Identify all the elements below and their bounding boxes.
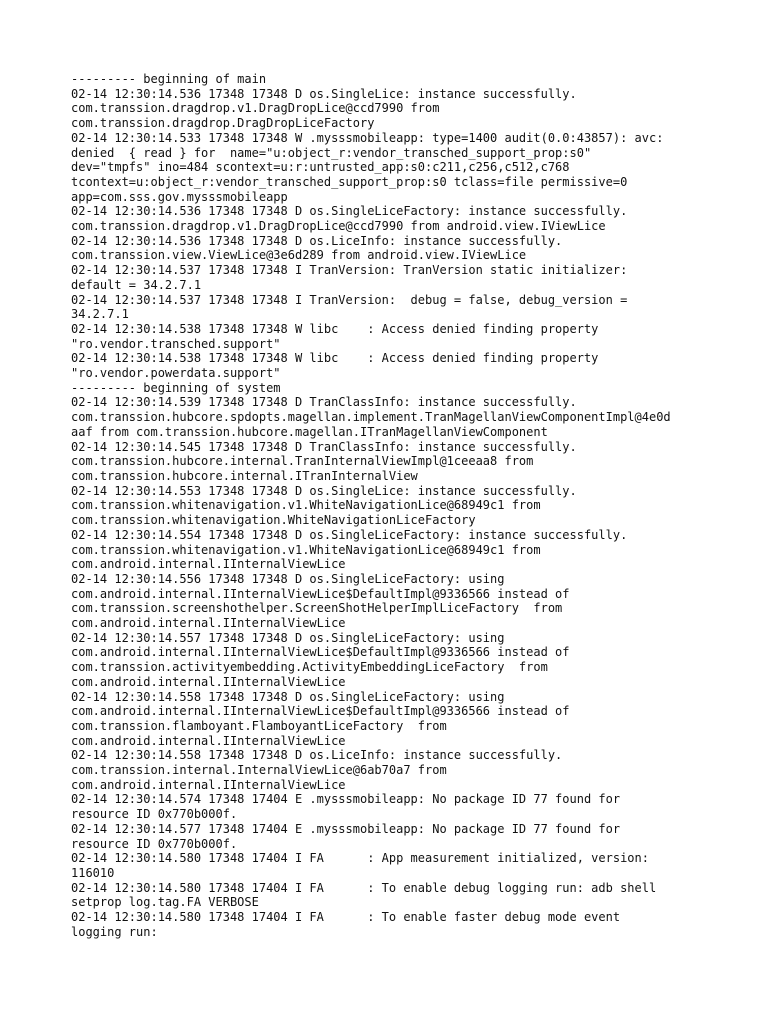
- log-line: app=com.sss.gov.mysssmobileapp: [71, 189, 288, 204]
- log-line: 02-14 12:30:14.537 17348 17348 I TranVersion: TranVersion static initializer:: [71, 263, 628, 278]
- log-line: com.transsion.dragdrop.DragDropLiceFactory: [71, 116, 375, 131]
- log-line: com.transsion.activityembedding.ActivityEmbeddingLiceFactory from: [71, 660, 548, 675]
- log-line: aaf from com.transsion.hubcore.magellan.ITranMagellanViewComponent: [71, 424, 548, 439]
- logcat-output: [71, 72, 711, 939]
- log-line: logging run:: [71, 924, 158, 939]
- log-line: 02-14 12:30:14.556 17348 17348 D os.SingleLiceFactory: using: [71, 571, 505, 586]
- log-line: 02-14 12:30:14.580 17348 17404 I FA : App measurement initialized, version:: [71, 851, 649, 866]
- log-line: 02-14 12:30:14.538 17348 17348 W libc : Access denied finding property: [71, 351, 599, 366]
- log-line: com.transsion.whitenavigation.v1.WhiteNavigationLice@68949c1 from: [71, 542, 541, 557]
- document-page: [71, 72, 711, 939]
- log-line: com.android.internal.IInternalViewLice: [71, 557, 346, 572]
- log-line: --------- beginning of system: [71, 380, 281, 395]
- log-line: 02-14 12:30:14.558 17348 17348 D os.SingleLiceFactory: using: [71, 689, 505, 704]
- log-line: com.android.internal.IInternalViewLice$DefaultImpl@9336566 instead of: [71, 586, 570, 601]
- log-line: 02-14 12:30:14.545 17348 17348 D TranClassInfo: instance successfully.: [71, 439, 577, 454]
- log-line: com.android.internal.IInternalViewLice: [71, 733, 346, 748]
- log-line: com.android.internal.IInternalViewLice: [71, 616, 346, 631]
- log-line: --------- beginning of main: [71, 72, 267, 86]
- log-line: 02-14 12:30:14.536 17348 17348 D os.SingleLiceFactory: instance successfully.: [71, 204, 628, 219]
- log-line: com.android.internal.IInternalViewLice$DefaultImpl@9336566 instead of: [71, 645, 570, 660]
- log-line: com.transsion.flamboyant.FlamboyantLiceFactory from: [71, 718, 447, 733]
- log-line: 02-14 12:30:14.554 17348 17348 D os.SingleLiceFactory: instance successfully.: [71, 527, 628, 542]
- log-line: denied { read } for name="u:object_r:vendor_transched_support_prop:s0": [71, 145, 592, 160]
- log-line: com.transsion.view.ViewLice@3e6d289 from android.view.IViewLice: [71, 248, 527, 263]
- log-line: com.transsion.hubcore.internal.ITranInternalView: [71, 468, 418, 483]
- log-line: 02-14 12:30:14.536 17348 17348 D os.SingleLice: instance successfully.: [71, 86, 577, 101]
- log-line: 02-14 12:30:14.538 17348 17348 W libc : Access denied finding property: [71, 321, 599, 336]
- log-line: 02-14 12:30:14.539 17348 17348 D TranClassInfo: instance successfully.: [71, 395, 577, 410]
- log-line: resource ID 0x770b000f.: [71, 836, 238, 851]
- log-line: com.transsion.screenshothelper.ScreenShotHelperImplLiceFactory from: [71, 601, 563, 616]
- log-line: resource ID 0x770b000f.: [71, 807, 238, 822]
- log-line: 02-14 12:30:14.574 17348 17404 E .mysssmobileapp: No package ID 77 found for: [71, 792, 621, 807]
- log-line: 02-14 12:30:14.553 17348 17348 D os.SingleLice: instance successfully.: [71, 483, 577, 498]
- log-line: 02-14 12:30:14.557 17348 17348 D os.SingleLiceFactory: using: [71, 630, 505, 645]
- log-line: 34.2.7.1: [71, 307, 129, 322]
- log-line: "ro.vendor.transched.support": [71, 336, 281, 351]
- log-line: com.android.internal.IInternalViewLice$DefaultImpl@9336566 instead of: [71, 704, 570, 719]
- log-line: 116010: [71, 865, 115, 880]
- log-line: 02-14 12:30:14.580 17348 17404 I FA : To enable debug logging run: adb shell: [71, 880, 657, 895]
- log-line: com.transsion.dragdrop.v1.DragDropLice@ccd7990 from: [71, 101, 440, 116]
- log-line: tcontext=u:object_r:vendor_transched_support_prop:s0 tclass=file permissive=0: [71, 174, 628, 189]
- log-line: 02-14 12:30:14.536 17348 17348 D os.LiceInfo: instance successfully.: [71, 233, 563, 248]
- log-line: 02-14 12:30:14.558 17348 17348 D os.LiceInfo: instance successfully.: [71, 748, 563, 763]
- log-line: com.transsion.hubcore.internal.TranInternalViewImpl@1ceeaa8 from: [71, 454, 534, 469]
- log-line: com.android.internal.IInternalViewLice: [71, 777, 346, 792]
- log-line: dev="tmpfs" ino=484 scontext=u:r:untrusted_app:s0:c211,c256,c512,c768: [71, 160, 570, 175]
- log-line: com.transsion.hubcore.spdopts.magellan.implement.TranMagellanViewComponentImpl@4e0d: [71, 410, 671, 425]
- log-line: 02-14 12:30:14.577 17348 17404 E .mysssmobileapp: No package ID 77 found for: [71, 821, 621, 836]
- log-line: com.android.internal.IInternalViewLice: [71, 674, 346, 689]
- log-line: com.transsion.internal.InternalViewLice@6ab70a7 from: [71, 763, 447, 778]
- log-line: 02-14 12:30:14.580 17348 17404 I FA : To enable faster debug mode event: [71, 910, 621, 925]
- log-line: 02-14 12:30:14.537 17348 17348 I TranVersion: debug = false, debug_version =: [71, 292, 628, 307]
- log-line: setprop log.tag.FA VERBOSE: [71, 895, 259, 910]
- log-line: default = 34.2.7.1: [71, 277, 202, 292]
- log-line: com.transsion.whitenavigation.WhiteNavigationLiceFactory: [71, 513, 476, 528]
- log-line: 02-14 12:30:14.533 17348 17348 W .mysssmobileapp: type=1400 audit(0.0:43857): avc:: [71, 130, 664, 145]
- log-line: "ro.vendor.powerdata.support": [71, 366, 281, 381]
- log-line: com.transsion.whitenavigation.v1.WhiteNavigationLice@68949c1 from: [71, 498, 541, 513]
- log-line: com.transsion.dragdrop.v1.DragDropLice@ccd7990 from android.view.IViewLice: [71, 219, 606, 234]
